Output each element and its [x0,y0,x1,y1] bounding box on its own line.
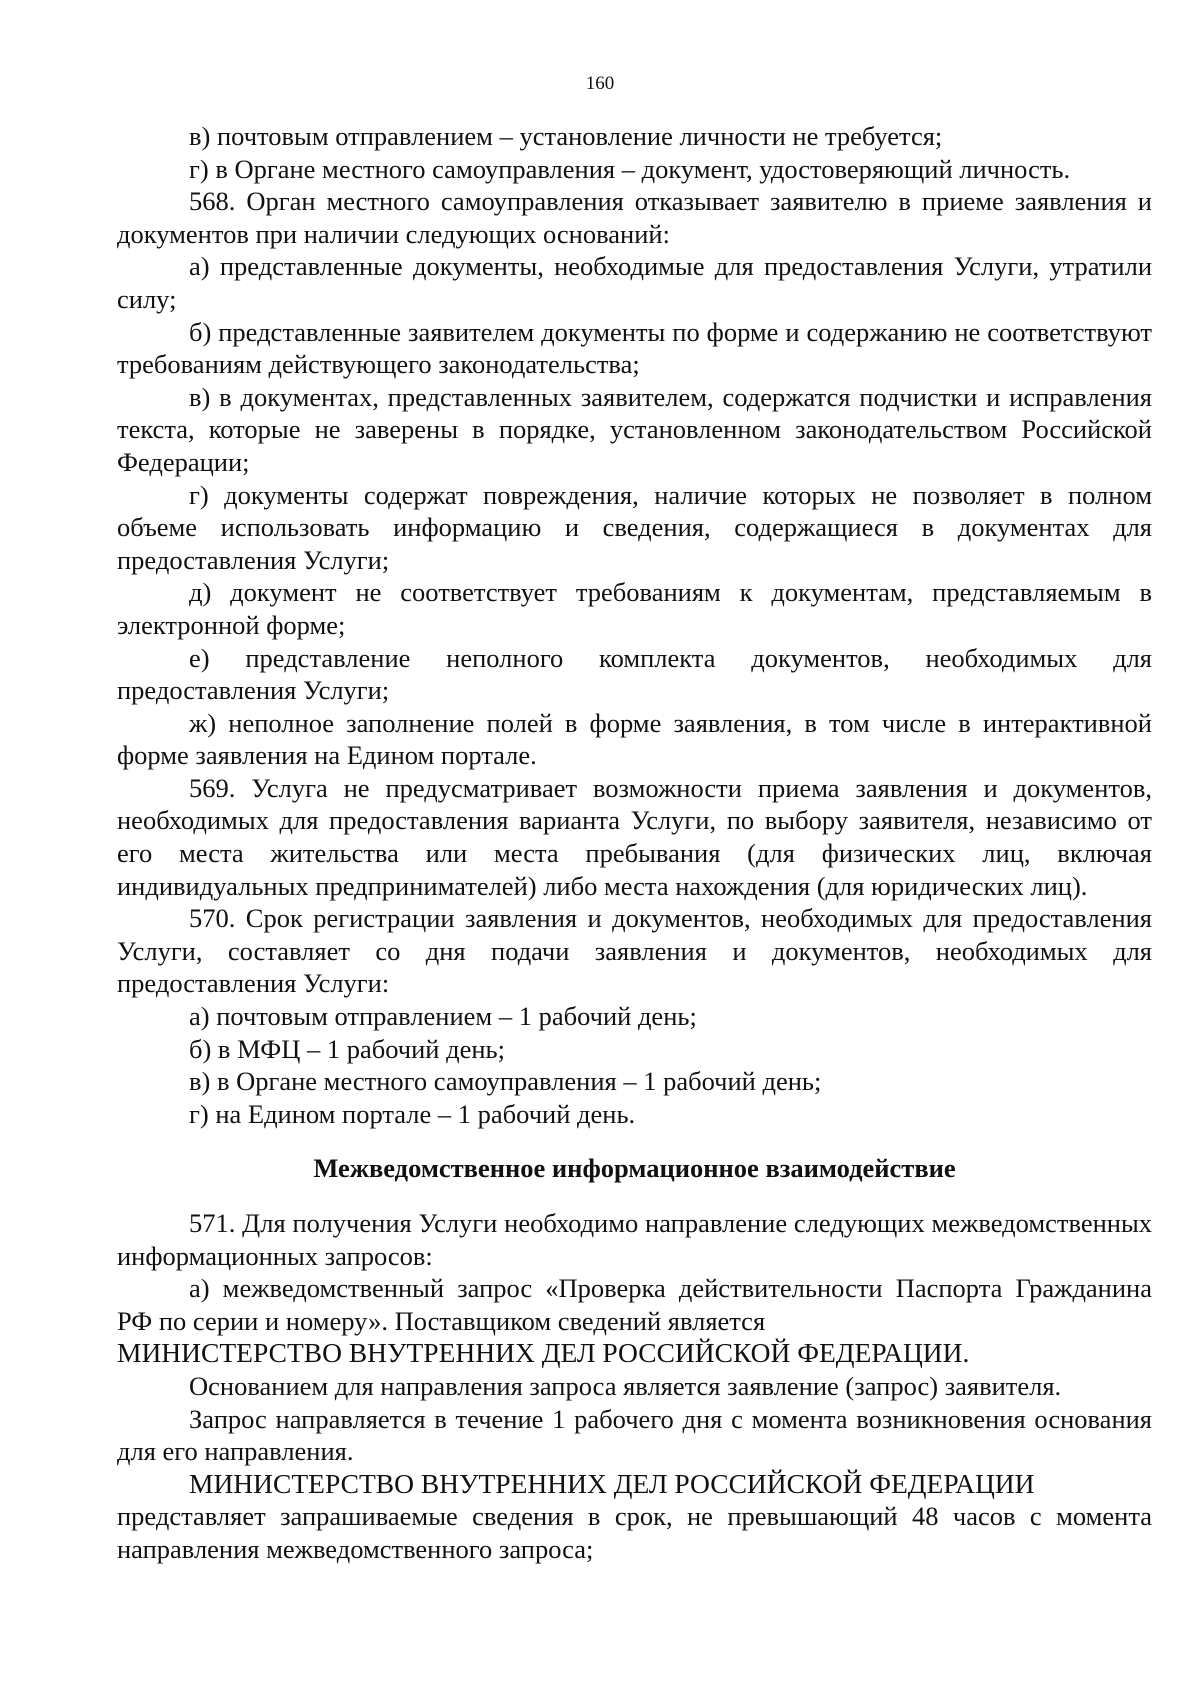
paragraph: 569. Услуга не предусматривает возможности приема заявления и документов, необходимых для предоставления варианта Услуги, по выбору заявителя, независимо от его места жительства или места пребывания (для физических лиц, включая индивидуальных предпринимателей) либо места нахождения (для юридических лиц). [117,772,1152,901]
paragraph: а) почтовым отправлением – 1 рабочий день; [189,1001,697,1032]
paragraph: ж) неполное заполнение полей в форме заявления, в том числе в интерактивной форме заявления на Едином портале. [117,707,1152,771]
document-body [117,120,1152,1566]
paragraph: г) в Органе местного самоуправления – документ, удостоверяющий личность. [189,153,1071,184]
paragraph: а) представленные документы, необходимые для предоставления Услуги, утратили силу; [117,251,1152,314]
paragraph: МИНИСТЕРСТВО ВНУТРЕННИХ ДЕЛ РОССИЙСКОЙ ФЕДЕРАЦИИ. [117,1337,970,1369]
paragraph: 570. Срок регистрации заявления и документов, необходимых для предоставления Услуги, составляет со дня подачи заявления и документов, необходимых для предоставления Услуги: [117,903,1152,999]
paragraph: в) почтовым отправлением – установление личности не требуется; [189,121,943,151]
section-heading: Межведомственное информационное взаимодействие [313,1153,956,1184]
paragraph: е) представление неполного комплекта документов, необходимых для предоставления Услуги; [117,642,1152,706]
page-number: 160 [585,73,615,94]
paragraph: в) в документах, представленных заявителем, содержатся подчистки и исправления текста, которые не заверены в порядке, установленном законодательством Российской Федерации; [117,381,1152,477]
paragraph: г) на Едином портале – 1 рабочий день. [189,1098,636,1129]
paragraph: г) документы содержат повреждения, наличие которых не позволяет в полном объеме использовать информацию и сведения, содержащиеся в документах для предоставления Услуги; [117,479,1152,575]
paragraph: Запрос направляется в течение 1 рабочего дня с момента возникновения основания для его направления. [117,1403,1152,1467]
paragraph: 568. Орган местного самоуправления отказывает заявителю в приеме заявления и документов при наличии следующих оснований: [117,186,1152,249]
paragraph: МИНИСТЕРСТВО ВНУТРЕННИХ ДЕЛ РОССИЙСКОЙ ФЕДЕРАЦИИ [189,1467,1035,1499]
paragraph: 571. Для получения Услуги необходимо направление следующих межведомственных информационных запросов: [117,1208,1152,1271]
paragraph: в) в Органе местного самоуправления – 1 рабочий день; [189,1066,822,1097]
paragraph: б) представленные заявителем документы по форме и содержанию не соответствуют требованиям действующего законодательства; [117,316,1152,380]
paragraph: б) в МФЦ – 1 рабочий день; [189,1033,505,1064]
paragraph: Основанием для направления запроса является заявление (запрос) заявителя. [189,1370,1062,1401]
paragraph: а) межведомственный запрос «Проверка действительности Паспорта Гражданина РФ по серии и номеру». Поставщиком сведений является [117,1273,1152,1336]
paragraph: д) документ не соответствует требованиям к документам, представляемым в электронной форме; [117,577,1152,640]
paragraph: представляет запрашиваемые сведения в срок, не превышающий 48 часов с момента направления межведомственного запроса; [117,1501,1152,1564]
